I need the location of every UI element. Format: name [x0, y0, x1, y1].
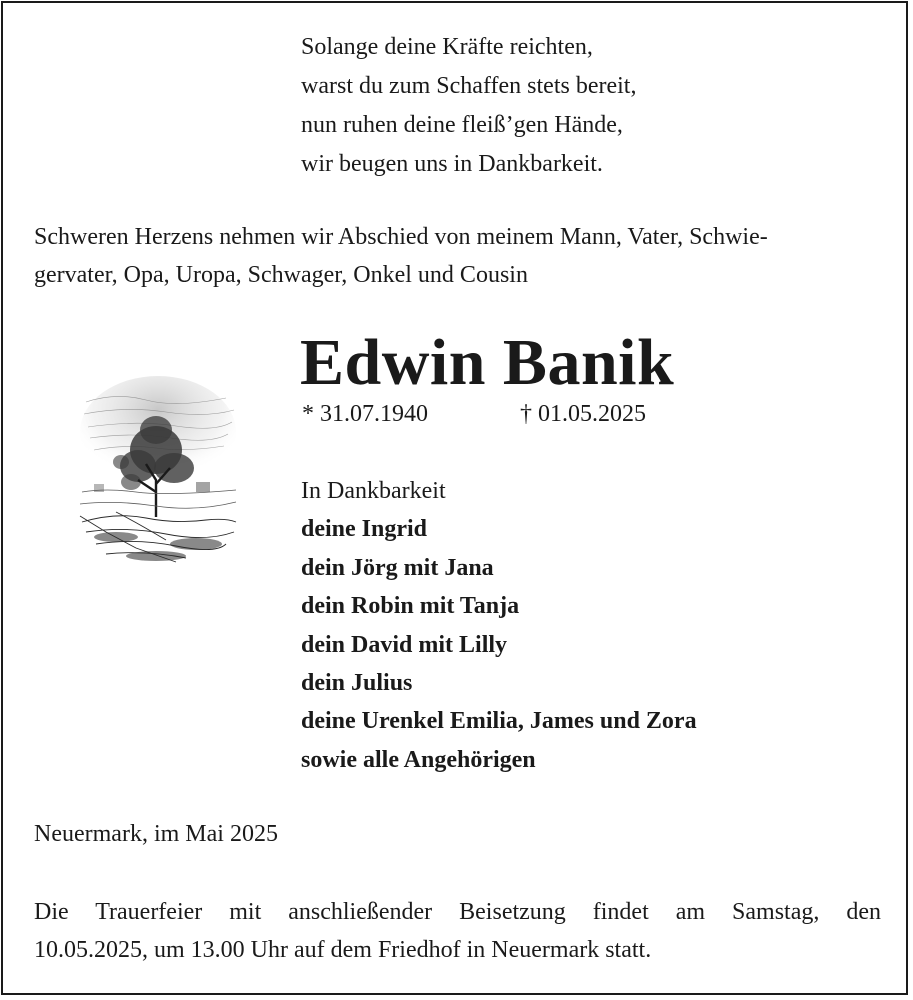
funeral-notice — [34, 893, 881, 969]
poem-line: nun ruhen deine fleiß’gen Hände, — [301, 112, 623, 138]
intro-line-1: Schweren Herzens nehmen wir Abschied von meinem Mann, Vater, Schwie- — [34, 224, 768, 250]
tree-landscape-icon — [76, 372, 240, 570]
mourner-name: dein Robin mit Tanja — [301, 593, 520, 620]
mourner-name: dein Jörg mit Jana — [301, 554, 494, 581]
deceased-name: Edwin Banik — [300, 326, 675, 399]
poem-line: wir beugen uns in Dankbarkeit. — [301, 151, 603, 177]
intro-line-2: gervater, Opa, Uropa, Schwager, Onkel und Cousin — [34, 262, 528, 288]
funeral-line-1: Die Trauerfeier mit anschließender Beisetzung findet am Samstag, den — [34, 899, 881, 925]
funeral-line-2: 10.05.2025, um 13.00 Uhr auf dem Friedhof in Neuermark statt. — [34, 937, 652, 963]
poem-line: warst du zum Schaffen stets bereit, — [301, 73, 637, 99]
mourners-heading: In Dankbarkeit — [301, 478, 446, 504]
poem — [301, 28, 636, 184]
mourners-list — [301, 472, 697, 779]
mourner-name: dein David mit Lilly — [301, 631, 508, 658]
place-date: Neuermark, im Mai 2025 — [34, 821, 278, 847]
death-date: † 01.05.2025 — [520, 401, 646, 427]
poem-line: Solange deine Kräfte reichten, — [301, 34, 593, 60]
intro-text — [34, 218, 884, 294]
mourner-name: sowie alle Angehörigen — [301, 746, 536, 773]
mourner-name: dein Julius — [301, 670, 413, 697]
mourner-name: deine Ingrid — [301, 516, 428, 543]
mourner-name: deine Urenkel Emilia, James und Zora — [301, 708, 697, 735]
birth-date: * 31.07.1940 — [302, 401, 428, 427]
